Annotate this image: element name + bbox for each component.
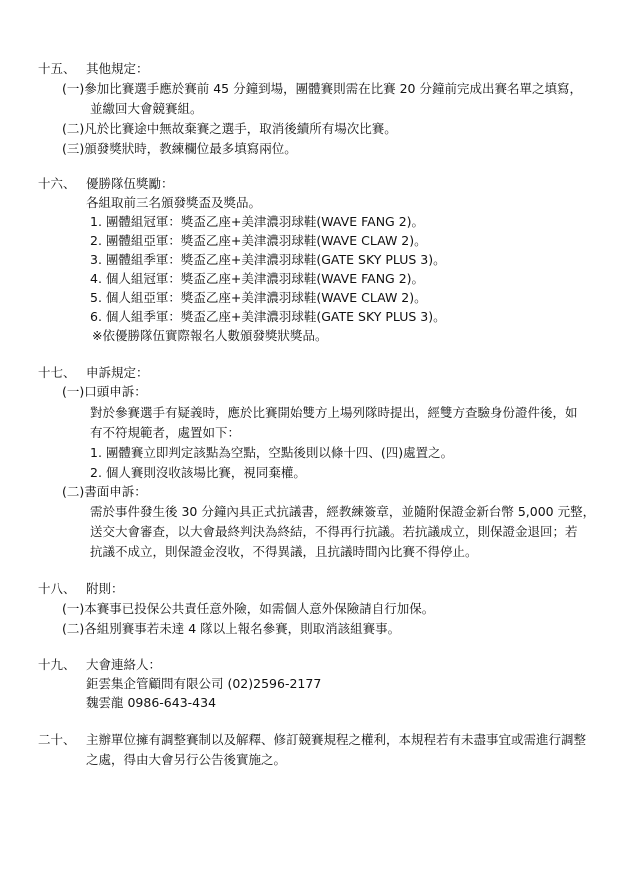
award-item: 6. 個人組季軍：獎盃乙座+美津濃羽球鞋(GATE SKY PLUS 3)。 [90,309,446,324]
oral-appeal-text: 對於參賽選手有疑義時，應於比賽開始雙方上場列隊時提出，經雙方查驗身份證件後，如 [90,405,578,420]
section-15-title: 其他規定： [86,61,149,76]
rule-1: (一)參加比賽選手應於賽前 45 分鐘到場，團體賽則需在比賽 20 分鐘前完成出賽名單之填寫， [62,81,582,96]
award-item: 2. 團體組亞軍：獎盃乙座+美津濃羽球鞋(WAVE CLAW 2)。 [90,233,427,248]
oral-appeal-item: 1. 團體賽立即判定該點為空點，空點後則以條十四、(四)處置之。 [90,445,454,460]
rule-2: (二)凡於比賽途中無故棄賽之選手，取消後續所有場次比賽。 [62,121,397,136]
rule-1-continued: 並繳回大會競賽組。 [90,101,203,116]
award-item: 4. 個人組冠軍：獎盃乙座+美津濃羽球鞋(WAVE FANG 2)。 [90,271,425,286]
award-item: 1. 團體組冠軍：獎盃乙座+美津濃羽球鞋(WAVE FANG 2)。 [90,214,425,229]
section-19-number: 十九、 [38,657,76,672]
section-17-title: 申訴規定： [86,365,149,380]
section-16-title: 優勝隊伍獎勵： [86,176,174,191]
contact-company: 鉅雲集企管顧問有限公司 (02)2596-2177 [86,676,322,691]
written-appeal-text: 送交大會審查，以大會最終判決為終結，不得再行抗議。若抗議成立，則保證金退回；若 [90,524,578,539]
section-20-number: 二十、 [38,732,76,747]
appendix-item: (一)本賽事已投保公共責任意外險，如需個人意外保險請自行加保。 [62,601,435,616]
written-appeal-heading: (二)書面申訴： [62,484,147,499]
section-17-number: 十七、 [38,365,76,380]
awards-note: ※依優勝隊伍實際報名人數頒發獎狀獎品。 [92,328,328,343]
oral-appeal-heading: (一)口頭申訴： [62,384,147,399]
appendix-item: (二)各組別賽事若未達 4 隊以上報名參賽，則取消該組賽事。 [62,621,401,636]
oral-appeal-text: 有不符規範者，處置如下： [90,425,241,440]
section-20-text: 主辦單位擁有調整賽制以及解釋、修訂競賽規程之權利，本規程若有未盡事宜或需進行調整 [86,732,587,747]
contact-person: 魏雲龍 0986-643-434 [86,695,217,710]
section-18-number: 十八、 [38,581,76,596]
section-19-title: 大會連絡人： [86,657,162,672]
award-item: 3. 團體組季軍：獎盃乙座+美津濃羽球鞋(GATE SKY PLUS 3)。 [90,252,446,267]
section-15-number: 十五、 [38,61,76,76]
oral-appeal-item: 2. 個人賽則沒收該場比賽，視同棄權。 [90,465,306,480]
section-20-text: 之處，得由大會另行公告後實施之。 [86,752,287,767]
award-item: 5. 個人組亞軍：獎盃乙座+美津濃羽球鞋(WAVE CLAW 2)。 [90,290,427,305]
section-16-number: 十六、 [38,176,76,191]
written-appeal-text: 需於事件發生後 30 分鐘內具正式抗議書，經教練簽章，並隨附保證金新台幣 5,000 元整， [90,504,596,519]
rule-3: (三)頒發獎狀時，教練欄位最多填寫兩位。 [62,141,297,156]
written-appeal-text: 抗議不成立，則保證金沒收，不得異議，且抗議時間內比賽不得停止。 [90,544,478,559]
awards-intro: 各組取前三名頒發獎盃及獎品。 [86,195,262,210]
section-18-title: 附則： [86,581,124,596]
